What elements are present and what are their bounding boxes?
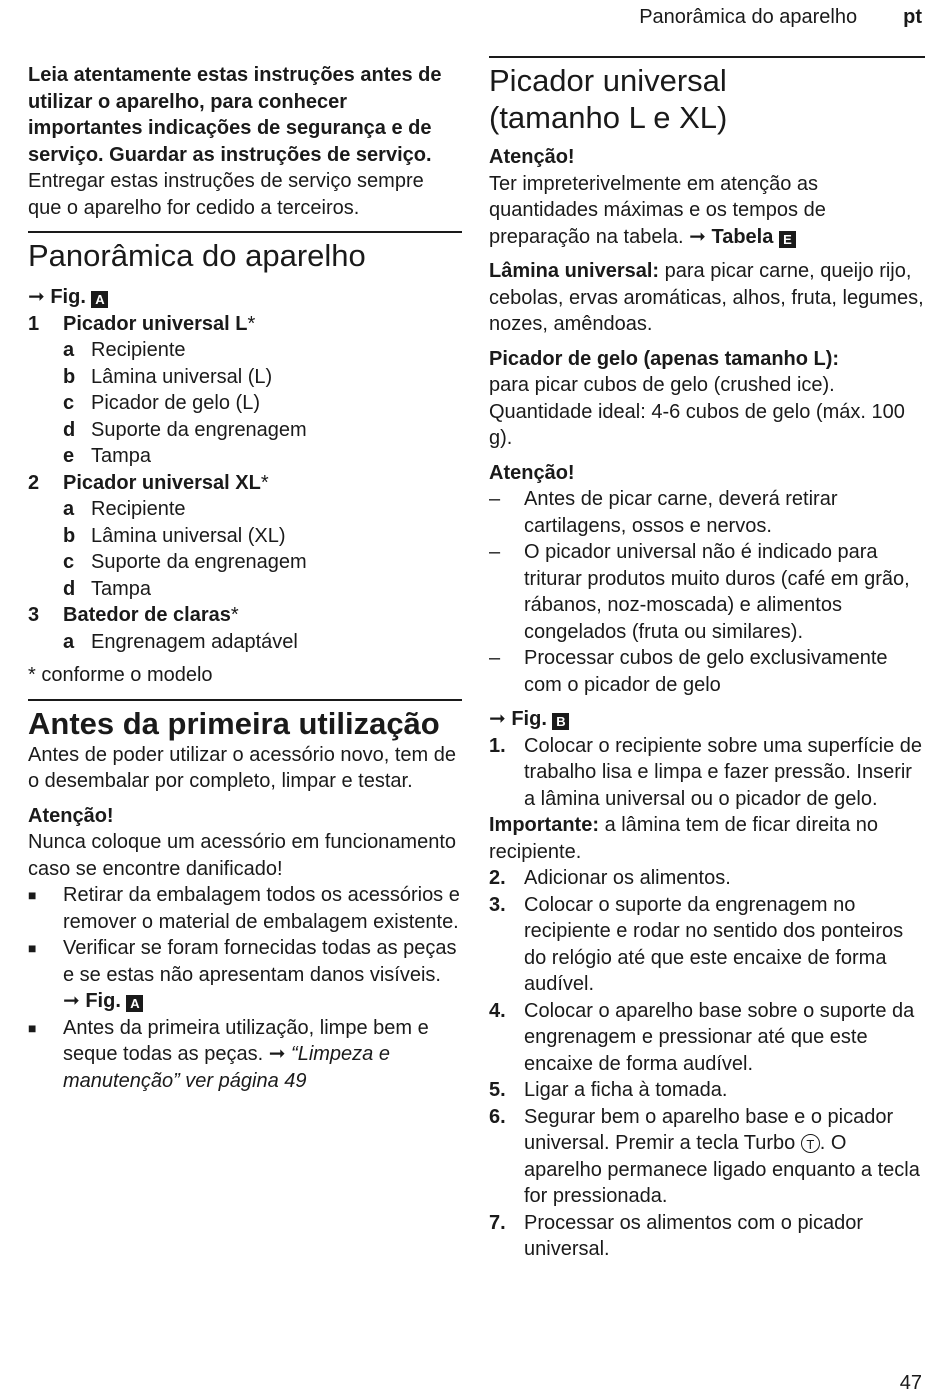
sub-text: Lâmina universal (XL): [91, 524, 286, 547]
sub-letter: a: [63, 498, 75, 520]
sub-text: Recipiente: [91, 498, 186, 520]
overview-item-3: [28, 602, 462, 655]
page-header: [639, 6, 922, 29]
first-use-text: Antes de poder utilizar o acessório novo, tem de o desembalar por completo, limpar e testar.: [28, 743, 457, 792]
dash-marker: –: [489, 488, 501, 510]
step-text: Segurar bem o aparelho base e o picador universal. Premir a tecla Turbo: [524, 1105, 894, 1154]
step-7: [489, 1210, 925, 1263]
step-text: Processar os alimentos com o picador universal.: [524, 1211, 864, 1260]
ice-paragraph: [489, 346, 925, 452]
sub-text: Tampa: [91, 577, 152, 600]
step-text: Colocar o suporte da engrenagem no recipiente e rodar no sentido dos ponteiros do relógio até que este encaixe de forma audível.: [524, 893, 904, 995]
fig-label: Fig.: [50, 286, 86, 308]
step-5: [489, 1077, 925, 1104]
ice-label: Picador de gelo (apenas tamanho L):: [489, 347, 840, 370]
attention-text: Nunca coloque um acessório em funcionamento caso se encontre danificado!: [28, 831, 457, 880]
first-use-title: Antes da primeira utilização: [28, 705, 440, 741]
arrow-icon: ➞: [63, 990, 80, 1012]
intro-normal: Entregar estas instruções de serviço sempre que o aparelho for cedido a terceiros.: [28, 170, 424, 219]
star: *: [260, 471, 269, 494]
fig-label: Fig.: [85, 990, 121, 1012]
attention-body: Ter impreterivelmente em atenção as quantidades máximas e os tempos de preparação na tabela.: [489, 172, 826, 248]
sub-letter: c: [63, 551, 75, 573]
square-bullet-icon: ■: [28, 940, 37, 956]
ice-text: para picar cubos de gelo (crushed ice). Quantidade ideal: 4-6 cubos de gelo (máx. 100 g).: [489, 374, 905, 449]
sub-letter: a: [63, 339, 75, 361]
chopper-title-line1: Picador universal: [489, 63, 727, 98]
step-number: 7.: [489, 1211, 506, 1234]
list-item: [489, 645, 925, 698]
attention-label: Atenção!: [489, 461, 575, 484]
arrow-icon: ➞: [268, 1043, 286, 1065]
step-number: 3.: [489, 893, 506, 916]
item-number: 1: [28, 312, 40, 335]
step-4: [489, 998, 925, 1078]
intro: [28, 62, 462, 221]
item-label: Picador universal L: [63, 312, 248, 335]
list-item: [489, 539, 925, 645]
sub-text: Lâmina universal (L): [91, 365, 273, 388]
square-bullet-icon: ■: [28, 1019, 37, 1036]
attention-label: Atenção!: [489, 146, 575, 168]
step-2: [489, 865, 925, 892]
dash-marker: –: [489, 541, 501, 563]
step-text: Adicionar os alimentos.: [524, 867, 731, 889]
header-section: Panorâmica do aparelho: [639, 6, 858, 28]
chopper-title: [489, 62, 925, 136]
square-bullet-icon: ■: [28, 887, 37, 903]
sub-letter: b: [63, 524, 76, 547]
step-3: [489, 892, 925, 998]
item-number: 2: [28, 471, 40, 494]
overview-fig-ref: [28, 284, 462, 311]
blade-paragraph: [489, 258, 925, 338]
header-language: pt: [903, 6, 922, 28]
step-6: [489, 1104, 925, 1210]
sub-letter: c: [63, 392, 75, 414]
important-label: Importante:: [489, 814, 599, 836]
blade-text: para picar carne, queijo rijo, cebolas, ervas aromáticas, alhos, fruta, legumes, nozes, amêndoas.: [489, 260, 924, 335]
blade-label: Lâmina universal:: [489, 260, 660, 282]
step-text: Ligar a ficha à tomada.: [524, 1079, 728, 1101]
sub-text: Suporte da engrenagem: [91, 418, 307, 441]
item-label: Batedor de claras: [63, 604, 231, 626]
step-text: Colocar o recipiente sobre uma superfície de trabalho lisa e limpa e fazer pressão. Inserir a lâmina universal ou o picador de gelo.: [524, 734, 922, 810]
step-number: 4.: [489, 999, 506, 1022]
important-text: a lâmina tem de ficar direita no recipiente.: [489, 814, 879, 863]
list-item: [28, 882, 462, 935]
sub-text: Suporte da engrenagem: [91, 551, 307, 573]
attention-text: [489, 171, 925, 251]
page-number: 47: [899, 1372, 922, 1394]
bullet-text: Antes da primeira utilização, limpe bem e seque todas as peças.: [63, 1016, 429, 1065]
attention-label: Atenção!: [28, 804, 114, 827]
sub-letter: d: [63, 577, 76, 600]
arrow-icon: ➞: [489, 708, 506, 730]
arrow-icon: ➞: [689, 225, 706, 248]
step-1: [489, 733, 925, 813]
bullet-text: Retirar da embalagem todos os acessórios e remover o material de embalagem existente.: [63, 884, 460, 933]
cross-reference-link[interactable]: “Limpeza e manutenção” ver página 49: [63, 1043, 390, 1092]
table-ref-box: E: [779, 231, 796, 248]
chopper-fig-ref: [489, 706, 925, 733]
sub-letter: d: [63, 418, 76, 441]
sub-text: Recipiente: [91, 339, 186, 361]
overview-title: Panorâmica do aparelho: [28, 238, 366, 273]
fig-ref-box: A: [91, 291, 108, 308]
dash-text: Processar cubos de gelo exclusivamente com o picador de gelo: [524, 647, 888, 696]
step-number: 6.: [489, 1105, 506, 1128]
dash-text: Antes de picar carne, deverá retirar cartilagens, ossos e nervos.: [524, 488, 838, 537]
step-text: Colocar o aparelho base sobre o suporte da engrenagem e pressionar até que este encaixe de forma audível.: [524, 999, 915, 1075]
left-column: [28, 62, 462, 1094]
chopper-title-line2: (tamanho L e XL): [489, 100, 728, 135]
overview-item-1: [28, 311, 462, 470]
list-item: [28, 935, 462, 1015]
arrow-icon: ➞: [28, 286, 45, 308]
star: *: [247, 312, 256, 335]
right-column: [489, 56, 925, 1263]
intro-bold: Leia atentamente estas instruções antes de utilizar o aparelho, para conhecer importantes indicações de segurança e de serviço. Guardar as instruções de serviço.: [28, 64, 442, 166]
step-number: 1.: [489, 734, 506, 757]
sub-letter: b: [63, 365, 76, 388]
step-text-continued: . O aparelho permanece ligado enquanto a tecla for pressionada.: [524, 1132, 920, 1207]
fig-ref-box: B: [552, 713, 569, 730]
important-note: [489, 812, 925, 865]
fig-ref-box: A: [126, 995, 143, 1012]
list-item: [489, 486, 925, 539]
bullet-text: Verificar se foram fornecidas todas as peças e se estas não apresentam danos visíveis.: [63, 937, 457, 986]
sub-letter: e: [63, 445, 75, 467]
table-label: Tabela: [711, 225, 774, 248]
dash-marker: –: [489, 647, 501, 669]
step-number: 5.: [489, 1079, 506, 1101]
star: *: [230, 604, 239, 626]
turbo-button-icon: T: [801, 1134, 820, 1153]
sub-text: Engrenagem adaptável: [91, 630, 298, 653]
footnote: * conforme o modelo: [28, 664, 213, 686]
dash-text: O picador universal não é indicado para triturar produtos muito duros (café em grão, rábanos, noz-moscada) e alimentos congelados (fruta ou similares).: [524, 541, 910, 643]
sub-text: Tampa: [91, 445, 152, 467]
overview-item-2: [28, 470, 462, 603]
sub-letter: a: [63, 630, 75, 653]
item-label: Picador universal XL: [63, 471, 261, 494]
fig-label: Fig.: [511, 708, 547, 730]
list-item: [28, 1015, 462, 1095]
step-number: 2.: [489, 867, 506, 889]
sub-text: Picador de gelo (L): [91, 392, 260, 414]
item-number: 3: [28, 604, 40, 626]
